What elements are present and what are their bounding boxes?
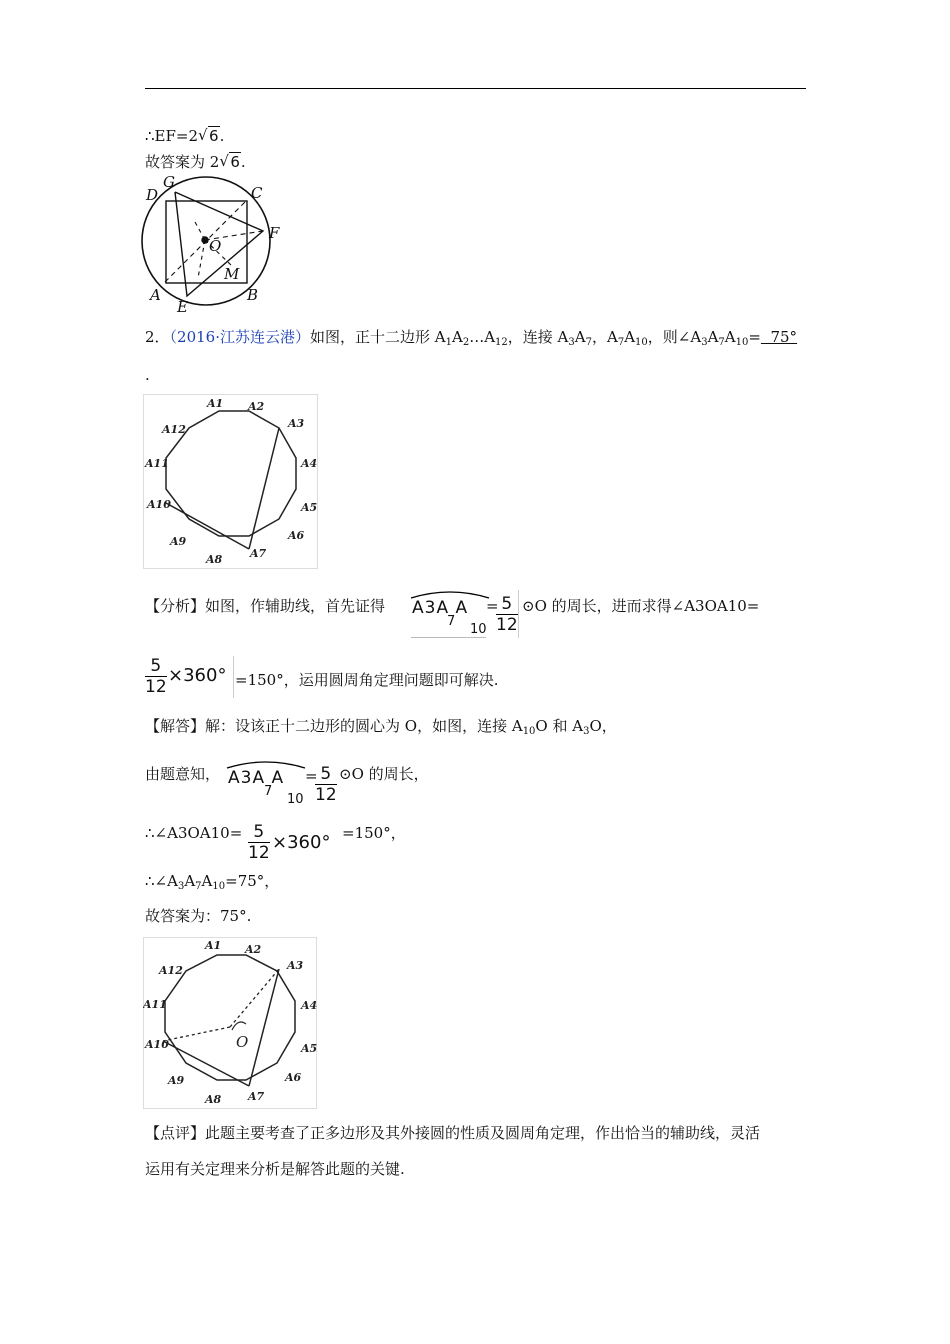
label-A6: A6 <box>285 1071 302 1084</box>
segment-a3a7 <box>249 428 279 549</box>
label-A10: A10 <box>147 498 171 511</box>
problem-number: 2． <box>145 328 170 346</box>
arc-sub-7: 7 <box>447 614 456 629</box>
stmt-text: A <box>707 328 719 346</box>
comment-line-1 <box>145 1123 760 1143</box>
label-A3: A3 <box>288 417 305 430</box>
stmt-text: …A <box>469 328 496 346</box>
stmt-text: ，A <box>591 328 618 346</box>
sub: 3 <box>583 726 590 737</box>
solution-line-4 <box>145 871 279 897</box>
comment-tag: 【点评】 <box>145 1124 206 1142</box>
label-O: O <box>209 237 222 255</box>
sub: 7 <box>195 881 202 892</box>
label-D: D <box>146 186 159 204</box>
comment-line-2: 运用有关定理来分析是解答此题的关键. <box>145 1160 405 1178</box>
label-A11: A11 <box>143 998 167 1011</box>
analysis-text-3: =150°，运用圆周角定理问题即可解决. <box>235 671 499 689</box>
ef-prefix: ∴EF=2 <box>145 127 199 145</box>
label-A1: A1 <box>207 397 224 410</box>
sol-text: 解：设该正十二边形的圆心为 O，如图，连接 A <box>205 717 523 735</box>
dodecagon-outline <box>165 955 295 1080</box>
label-A7: A7 <box>248 1090 265 1103</box>
sqrt-6-answer: √ 6 <box>219 152 240 171</box>
sub: 7 <box>718 337 725 348</box>
header-rule <box>145 88 806 89</box>
numerator: 5 <box>496 594 518 615</box>
fraction-5-12-d <box>248 822 270 863</box>
times-360: ×360° <box>168 665 227 686</box>
label-A5: A5 <box>301 501 318 514</box>
sub: 10 <box>212 881 226 892</box>
figure-circle-square <box>140 172 285 317</box>
label-C: C <box>251 184 263 202</box>
label-A5: A5 <box>301 1042 317 1055</box>
center-dot <box>202 237 208 243</box>
segment-a3a7 <box>249 969 279 1086</box>
sub: 7 <box>617 337 625 348</box>
sub: 1 <box>445 337 452 348</box>
stmt-text: ，连接 A <box>507 328 569 346</box>
sub: 7 <box>585 337 592 348</box>
sol-text: =75°， <box>225 872 280 890</box>
solution-line-2a: 由题意知， <box>145 765 221 783</box>
problem-source-link[interactable]: （2016·江苏连云港） <box>169 328 310 346</box>
period: . <box>240 153 246 171</box>
solution-line-2b: ⊙O 的周长， <box>339 765 429 783</box>
equals-sign: = <box>305 767 318 785</box>
sub: 10 <box>735 337 749 348</box>
solution-line-3a: ∴∠A3OA10= <box>145 824 243 842</box>
fraction-5-12-b <box>145 656 167 697</box>
sub: 3 <box>177 881 185 892</box>
solution-tag: 【解答】 <box>145 717 206 735</box>
ef-result-line <box>145 126 224 146</box>
analysis-tag: 【分析】 <box>145 597 206 615</box>
arc-sub-10: 10 <box>287 792 304 807</box>
comment-text: 此题主要考查了正多边形及其外接圆的性质及圆周角定理，作出恰当的辅助线，灵活 <box>205 1124 761 1142</box>
label-A12: A12 <box>162 423 186 436</box>
label-A10: A10 <box>145 1038 169 1051</box>
times-360: ×360° <box>272 832 331 853</box>
label-M: M <box>224 265 240 283</box>
sub: 3 <box>701 337 708 348</box>
label-A1: A1 <box>205 939 222 952</box>
denominator: 12 <box>248 843 270 863</box>
sub: 2 <box>462 337 470 348</box>
label-A11: A11 <box>145 457 169 470</box>
figure-dodecagon-center <box>143 937 317 1109</box>
label-A6: A6 <box>288 529 305 542</box>
label-A8: A8 <box>206 553 223 566</box>
denominator: 12 <box>315 785 337 805</box>
label-A7: A7 <box>250 547 267 560</box>
fraction-5-12-c <box>315 764 337 805</box>
denominator: 12 <box>145 677 167 697</box>
answer-line-prev <box>145 152 246 172</box>
stray-period: . <box>145 366 150 384</box>
arc-image-baseline <box>411 637 486 638</box>
sqrt-6: √ 6 <box>198 126 219 145</box>
label-A4: A4 <box>301 999 317 1012</box>
numerator: 5 <box>315 764 337 785</box>
arc-sub-10: 10 <box>470 622 487 637</box>
analysis-text-2: ⊙O 的周长，进而求得∠A3OA10= <box>522 597 760 615</box>
angle-arc <box>232 1022 246 1030</box>
solution-line-3b: =150°， <box>342 824 406 842</box>
analysis-line-1 <box>145 596 385 616</box>
answer-prefix: 故答案为 2 <box>145 153 220 171</box>
label-A2: A2 <box>248 400 265 413</box>
figure-dodecagon <box>143 394 318 569</box>
stmt-text: 如图，正十二边形 A <box>310 328 446 346</box>
radicand: 6 <box>209 127 219 145</box>
image-edge <box>518 590 519 638</box>
label-A8: A8 <box>205 1093 222 1106</box>
label-A12: A12 <box>159 964 183 977</box>
label-A9: A9 <box>168 1074 185 1087</box>
sol-text: A <box>201 872 213 890</box>
label-O: O <box>236 1033 249 1051</box>
sol-text: O 和 A <box>535 717 584 735</box>
label-F: F <box>269 224 280 242</box>
analysis-text: 如图，作辅助线，首先证得 <box>205 597 386 615</box>
segment-oe <box>198 240 205 278</box>
solution-line-1 <box>145 716 617 742</box>
arc-a3a7a10-1: A3A A <box>412 598 469 618</box>
period: . <box>219 127 225 145</box>
stmt-text: = <box>748 328 761 346</box>
radicand: 6 <box>230 153 240 171</box>
image-edge <box>233 656 234 698</box>
answer-blank: 75° <box>760 328 798 346</box>
arc-sub-7: 7 <box>264 784 273 799</box>
stmt-text: ，则∠A <box>647 328 702 346</box>
stmt-text: A <box>724 328 736 346</box>
arc-a3a7a10-2: A3A A <box>228 768 285 788</box>
sub: 3 <box>568 337 575 348</box>
label-E: E <box>177 298 188 316</box>
label-A: A <box>150 286 161 304</box>
solution-line-5: 故答案为：75°. <box>145 907 252 925</box>
equals-sign: = <box>486 597 499 615</box>
sol-text: ∴∠A <box>145 872 178 890</box>
label-A4: A4 <box>301 457 318 470</box>
stmt-text: A <box>574 328 586 346</box>
numerator: 5 <box>248 822 270 843</box>
label-B: B <box>247 286 259 304</box>
denominator: 12 <box>496 615 518 635</box>
sub: 12 <box>495 337 508 348</box>
label-A3: A3 <box>287 959 304 972</box>
segment-oa10 <box>163 1027 230 1041</box>
sub: 10 <box>635 337 648 348</box>
fraction-5-12-a <box>496 594 518 635</box>
numerator: 5 <box>145 656 167 677</box>
stmt-text: A <box>451 328 463 346</box>
label-A9: A9 <box>170 535 187 548</box>
label-A2: A2 <box>245 943 262 956</box>
sub: 10 <box>522 726 536 737</box>
sol-text: A <box>184 872 196 890</box>
label-G: G <box>163 173 175 191</box>
sol-text: O， <box>589 717 617 735</box>
problem-2-statement <box>145 327 806 353</box>
stmt-text: A <box>624 328 636 346</box>
